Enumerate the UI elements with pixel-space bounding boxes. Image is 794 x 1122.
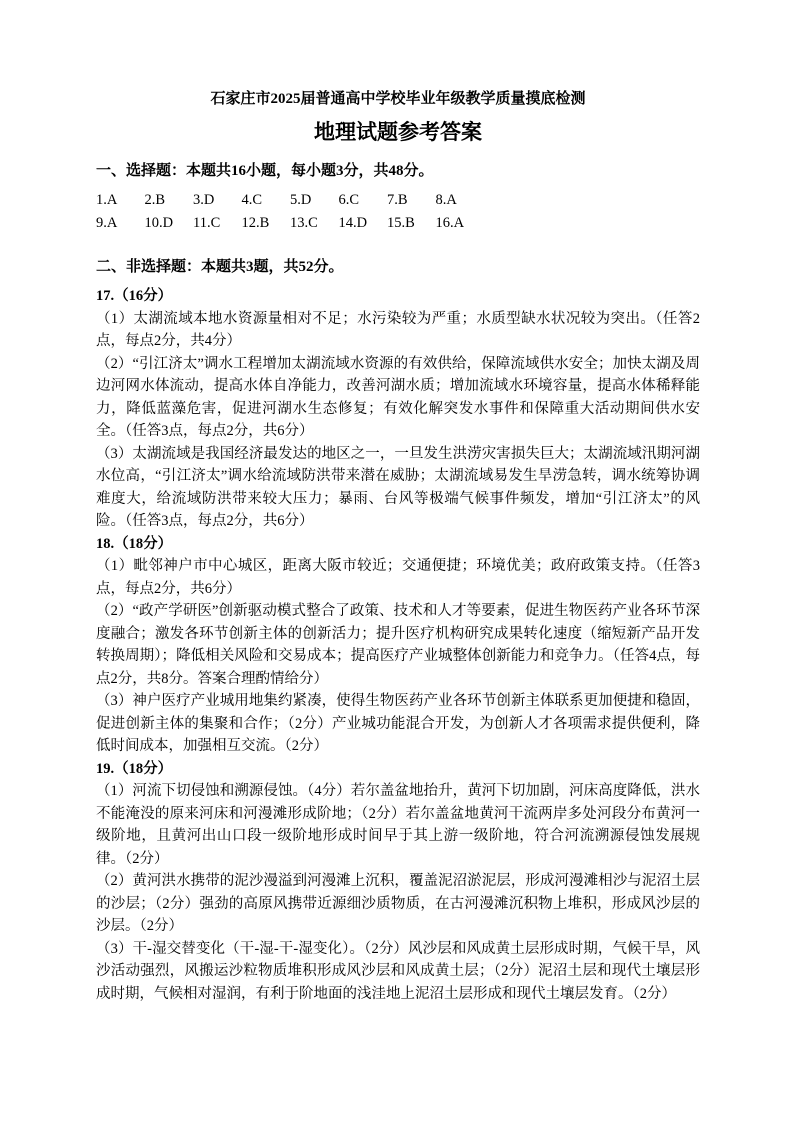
answer-item: 8.A: [435, 192, 457, 208]
answer-paragraph: （3）太湖流域是我国经济最发达的地区之一，一旦发生洪涝灾害损失巨大；太湖流域汛期河湖水位高，“引江济太”调水给流域防洪带来潜在威胁；太湖流域易发生旱涝急转，调水统筹协调难度大，给流域防洪带来较大压力；暴雨、台风等极端气候事件频发，增加“引江济太”的风险。（任答3点，每点2分，共6分）: [96, 445, 700, 529]
question-17: [96, 285, 700, 533]
answer-item: 7.B: [387, 192, 408, 208]
answers-row-1: [96, 189, 700, 212]
question-18-answers: [96, 555, 700, 758]
answer-item: 15.B: [387, 214, 415, 231]
question-19-answers: [96, 780, 700, 1005]
answer-item: 3.D: [193, 192, 215, 208]
question-17-label: 17.（16分）: [96, 288, 173, 304]
answer-item: 1.A: [96, 192, 118, 208]
answer-item: 9.A: [96, 214, 118, 231]
question-19: [96, 758, 700, 1006]
answer-item: 5.D: [290, 192, 312, 208]
answer-paragraph: （3）神户医疗产业城用地集约紧凑，使得生物医药产业各环节创新主体联系更加便捷和稳固，促进创新主体的集聚和合作；（2分）产业城功能混合开发，为创新人才各项需求提供便利，降低时间成本，加强相互交流。（2分）: [96, 693, 700, 754]
answer-paragraph: （3）干-湿交替变化（干-湿-干-湿变化）。（2分）风沙层和风成黄土层形成时期，气候干旱，风沙活动强烈，风搬运沙粒物质堆积形成风沙层和风成黄土层；（2分）泥沼土层和现代土壤层形成时期，气候相对湿润，有利于阶地面的浅洼地上泥沼土层形成和现代土壤层发育。（2分）: [96, 940, 700, 1002]
question-18-label: 18.（18分）: [96, 535, 173, 552]
answer-paragraph: （1）太湖流域本地水资源量相对不足；水污染较为严重；水质型缺水状况较为突出。（任答2点，每点2分，共4分）: [96, 310, 700, 349]
answer-item: 2.B: [144, 192, 166, 208]
answer-paragraph: （1）毗邻神户市中心城区，距离大阪市较近；交通便捷；环境优美；政府政策支持。（任答3点，每点2分，共6分）: [96, 558, 700, 597]
answer-item: 4.C: [241, 192, 263, 208]
answer-paragraph: （1）河流下切侵蚀和溯源侵蚀。（4分）若尔盖盆地抬升，黄河下切加剧，河床高度降低，洪水不能淹没的原来河床和河漫滩形成阶地；（2分）若尔盖盆地黄河干流两岸多处河段分布黄河一级阶地，且黄河出山口段一级阶地形成时间早于其上游一级阶地，符合河流溯源侵蚀发展规律。（2分）: [96, 783, 700, 867]
choice-section-heading: 一、选择题：本题共16小题，每小题3分，共48分。: [96, 163, 434, 179]
page-title: 地理试题参考答案: [314, 120, 482, 144]
answer-item: 6.C: [338, 192, 360, 208]
document-header: 石家庄市2025届普通高中学校毕业年级教学质量摸底检测: [210, 91, 586, 107]
question-17-answers: [96, 308, 700, 533]
free-response-heading: 二、非选择题：本题共3题，共52分。: [96, 259, 344, 275]
answer-item: 14.D: [338, 214, 368, 231]
question-19-label: 19.（18分）: [96, 760, 173, 777]
answer-item: 13.C: [290, 214, 318, 231]
answer-item: 11.C: [193, 214, 221, 231]
answer-paragraph: （2）黄河洪水携带的泥沙漫溢到河漫滩上沉积，覆盖泥沼淤泥层，形成河漫滩相沙与泥沼土层的沙层；（2分）强劲的高原风携带近源细沙质物质，在古河漫滩沉积物上堆积，形成风沙层的沙层。（2分）: [96, 873, 700, 934]
answer-item: 16.A: [435, 214, 465, 231]
answer-item: 10.D: [144, 214, 174, 231]
answer-item: 12.B: [241, 214, 270, 231]
answer-paragraph: （2）“政产学研医”创新驱动模式整合了政策、技术和人才等要素，促进生物医药产业各环节深度融合；激发各环节创新主体的创新活力；提升医疗机构研究成果转化速度（缩短新产品开发转换周期）；降低相关风险和交易成本；提高医疗产业城整体创新能力和竞争力。（任答4点，每点2分，共8分。答案合理酌情给分）: [96, 603, 700, 687]
question-18: [96, 533, 700, 758]
answers-row-2: [96, 212, 700, 235]
answer-paragraph: （2）“引江济太”调水工程增加太湖流域水资源的有效供给，保障流域供水安全；加快太湖及周边河网水体流动，提高水体自净能力，改善河湖水质；增加流域水环境容量，提高水体稀释能力，降低蓝藻危害，促进河湖水生态修复；有效化解突发水事件和保障重大活动期间供水安全。（任答3点，每点2分，共6分）: [96, 355, 700, 439]
